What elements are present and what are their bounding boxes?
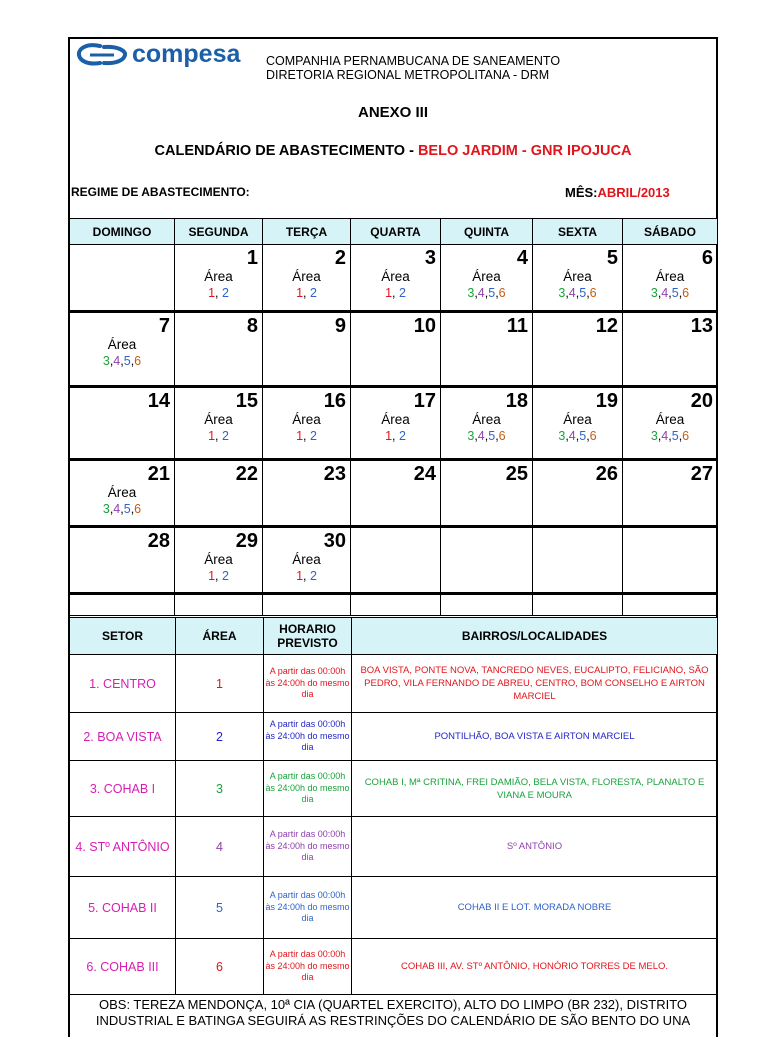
calendar-day-cell	[175, 245, 263, 312]
area-codes: 1, 2	[385, 429, 406, 443]
sector-schedule: A partir das 00:00h às 24:00h do mesmo dia	[264, 877, 352, 939]
sector-row	[70, 761, 718, 817]
area-codes: 3,4,5,6	[650, 286, 690, 300]
area-label: Área	[655, 269, 685, 284]
area-codes: 3,4,5,6	[467, 429, 506, 443]
weekday-header: QUARTA	[351, 219, 441, 245]
sector-name: 2. BOA VISTA	[70, 713, 176, 761]
sector-area: 6	[176, 939, 264, 995]
day-number: 29	[235, 530, 258, 552]
calendar-day-cell	[623, 312, 718, 387]
day-number: 21	[147, 463, 170, 485]
sector-name: 5. COHAB II	[70, 877, 176, 939]
weekday-header: QUINTA	[441, 219, 533, 245]
calendar-day-cell	[533, 527, 623, 594]
area-label: Área	[381, 412, 410, 427]
spacer-cell	[70, 594, 175, 616]
calendar-day-cell	[351, 387, 441, 460]
calendar-week-row	[70, 527, 718, 594]
sector-row	[70, 817, 718, 877]
calendar-day-cell	[263, 387, 351, 460]
weekday-header: SEXTA	[533, 219, 623, 245]
calendar-day-cell	[533, 460, 623, 527]
day-number	[623, 528, 717, 530]
calendar-day-cell	[175, 460, 263, 527]
area-label: Área	[472, 269, 501, 284]
org-division: DIRETORIA REGIONAL METROPOLITANA - DRM	[266, 68, 550, 82]
calendar-day-cell	[623, 387, 718, 460]
day-number: 6	[701, 247, 713, 269]
spacer-cell	[263, 594, 351, 616]
weekday-header: DOMINGO	[70, 219, 175, 245]
calendar-spacer-row	[70, 594, 718, 616]
sector-schedule: A partir das 00:00h às 24:00h do mesmo dia	[264, 655, 352, 713]
spacer-cell	[351, 594, 441, 616]
area-label: Área	[107, 485, 137, 500]
sector-header-row	[70, 618, 718, 655]
area-label: Área	[563, 412, 592, 427]
regime-label: REGIME DE ABASTECIMENTO:	[71, 185, 250, 199]
org-name: COMPANHIA PERNAMBUCANA DE SANEAMENTO	[266, 54, 561, 68]
month-field	[565, 185, 670, 200]
compesa-swirl-icon	[76, 43, 128, 67]
calendar-day-cell	[441, 527, 533, 594]
calendar-day-cell	[351, 312, 441, 387]
calendar-day-cell	[70, 460, 175, 527]
calendar-day-cell	[70, 312, 175, 387]
sector-row	[70, 713, 718, 761]
day-number: 27	[690, 463, 713, 485]
area-label: Área	[292, 412, 321, 427]
day-number: 20	[690, 390, 713, 412]
calendar-day-cell	[441, 387, 533, 460]
calendar-day-cell	[351, 460, 441, 527]
month-value: ABRIL/2013	[597, 185, 670, 200]
sector-neighborhoods: COHAB I, Mª CRITINA, FREI DAMIÃO, BELA VISTA, FLORESTA, PLANALTO E VIANA E MOURA	[352, 761, 718, 817]
area-label: Área	[204, 269, 233, 284]
area-codes: 1, 2	[296, 429, 317, 443]
calendar-week-row	[70, 460, 718, 527]
area-label: Área	[472, 412, 501, 427]
day-number: 24	[413, 463, 436, 485]
calendar-body	[70, 245, 718, 616]
sector-area: 1	[176, 655, 264, 713]
spacer-cell	[623, 594, 718, 616]
calendar-week-row	[70, 245, 718, 312]
day-number: 1	[246, 247, 258, 269]
sector-neighborhoods: COHAB II E LOT. MORADA NOBRE	[352, 877, 718, 939]
day-number: 16	[323, 390, 346, 412]
area-label: Área	[204, 552, 233, 567]
observation-line-2: INDUSTRIAL E BATINGA SEGUIRÁ AS RESTRINÇÕES DO CALENDÁRIO DE SÃO BENTO DO UNA	[95, 1013, 691, 1028]
sector-row	[70, 877, 718, 939]
annex-title: ANEXO III	[357, 104, 428, 121]
day-number: 30	[323, 530, 346, 552]
area-codes: 1, 2	[208, 286, 229, 300]
observation-note	[70, 997, 716, 1029]
weekday-header: SÁBADO	[623, 219, 718, 245]
calendar-day-cell	[623, 460, 718, 527]
area-label: Área	[204, 412, 233, 427]
sector-header-horario: HORARIO PREVISTO	[264, 618, 352, 655]
sector-header-bairros: BAIRROS/LOCALIDADES	[352, 618, 718, 655]
weekday-header: TERÇA	[263, 219, 351, 245]
area-codes: 3,4,5,6	[467, 286, 506, 300]
calendar-day-cell	[175, 527, 263, 594]
spacer-cell	[441, 594, 533, 616]
sector-area: 5	[176, 877, 264, 939]
day-number: 9	[334, 315, 346, 337]
sector-schedule: A partir das 00:00h às 24:00h do mesmo dia	[264, 761, 352, 817]
area-label: Área	[655, 412, 685, 427]
calendar-day-cell	[533, 245, 623, 312]
calendar-table	[69, 218, 718, 616]
area-codes: 1, 2	[208, 569, 229, 583]
day-number: 15	[235, 390, 258, 412]
area-codes: 1, 2	[296, 286, 317, 300]
compesa-logo	[76, 40, 240, 69]
sector-neighborhoods: PONTILHÃO, BOA VISTA E AIRTON MARCIEL	[352, 713, 718, 761]
day-number: 28	[147, 530, 170, 552]
area-label: Área	[292, 552, 321, 567]
calendar-day-cell	[70, 245, 175, 312]
day-number	[441, 528, 532, 530]
day-number: 8	[246, 315, 258, 337]
logo-wordmark: compesa	[132, 40, 241, 68]
calendar-title-place: BELO JARDIM - GNR IPOJUCA	[417, 143, 632, 159]
sector-row	[70, 655, 718, 713]
day-number: 4	[516, 247, 528, 269]
sector-name: 1. CENTRO	[70, 655, 176, 713]
area-label: Área	[292, 269, 321, 284]
calendar-week-row	[70, 312, 718, 387]
sector-neighborhoods: BOA VISTA, PONTE NOVA, TANCREDO NEVES, EUCALIPTO, FELICIANO, SÃO PEDRO, VILA FERNANDO DE ABREU, CENTRO, BOM CONSELHO E AIRTON MARCIEL	[352, 655, 718, 713]
day-number: 7	[158, 315, 170, 337]
area-codes: 3,4,5,6	[650, 429, 690, 443]
sector-row	[70, 939, 718, 995]
day-number: 19	[595, 390, 618, 412]
day-number: 3	[424, 247, 436, 269]
calendar-day-cell	[263, 460, 351, 527]
calendar-day-cell	[70, 387, 175, 460]
area-codes: 3,4,5,6	[102, 354, 142, 368]
sector-header-setor: SETOR	[70, 618, 176, 655]
area-codes: 3,4,5,6	[102, 502, 142, 516]
area-label: Área	[381, 269, 410, 284]
area-codes: 3,4,5,6	[558, 429, 597, 443]
area-codes: 1, 2	[385, 286, 406, 300]
sector-header-area: ÁREA	[176, 618, 264, 655]
sector-name: 3. COHAB I	[70, 761, 176, 817]
sector-name: 4. STº ANTÔNIO	[70, 817, 176, 877]
day-number	[351, 528, 440, 530]
day-number: 26	[595, 463, 618, 485]
area-label: Área	[563, 269, 592, 284]
day-number: 17	[413, 390, 436, 412]
day-number: 11	[506, 315, 528, 337]
calendar-day-cell	[175, 387, 263, 460]
calendar-title	[70, 143, 716, 159]
weekday-header-row	[70, 219, 718, 245]
day-number: 12	[595, 315, 618, 337]
calendar-day-cell	[263, 312, 351, 387]
calendar-title-prefix: CALENDÁRIO DE ABASTECIMENTO -	[154, 143, 418, 159]
calendar-day-cell	[623, 245, 718, 312]
calendar-day-cell	[351, 527, 441, 594]
area-codes: 3,4,5,6	[558, 286, 597, 300]
month-label: MÊS:	[565, 185, 598, 200]
area-codes: 1, 2	[208, 429, 229, 443]
day-number: 13	[690, 315, 713, 337]
area-label: Área	[107, 337, 137, 352]
sector-name: 6. COHAB III	[70, 939, 176, 995]
calendar-day-cell	[175, 312, 263, 387]
day-number: 14	[147, 390, 170, 412]
calendar-day-cell	[533, 312, 623, 387]
day-number	[533, 528, 622, 530]
sector-schedule: A partir das 00:00h às 24:00h do mesmo dia	[264, 713, 352, 761]
calendar-day-cell	[263, 245, 351, 312]
sector-area: 4	[176, 817, 264, 877]
day-number: 5	[606, 247, 618, 269]
day-number: 22	[235, 463, 258, 485]
calendar-day-cell	[441, 312, 533, 387]
sector-area: 2	[176, 713, 264, 761]
spacer-cell	[175, 594, 263, 616]
sector-neighborhoods: Sº ANTÔNIO	[352, 817, 718, 877]
sector-body	[70, 655, 718, 995]
calendar-day-cell	[441, 245, 533, 312]
sector-schedule: A partir das 00:00h às 24:00h do mesmo dia	[264, 939, 352, 995]
sector-area: 3	[176, 761, 264, 817]
spacer-cell	[533, 594, 623, 616]
day-number: 23	[323, 463, 346, 485]
day-number: 18	[505, 390, 528, 412]
sector-schedule: A partir das 00:00h às 24:00h do mesmo dia	[264, 817, 352, 877]
calendar-day-cell	[441, 460, 533, 527]
calendar-day-cell	[533, 387, 623, 460]
day-number: 25	[505, 463, 528, 485]
sector-table	[69, 617, 718, 995]
weekday-header: SEGUNDA	[175, 219, 263, 245]
calendar-week-row	[70, 387, 718, 460]
observation-line-1: OBS: TEREZA MENDONÇA, 10ª CIA (QUARTEL EXERCITO), ALTO DO LIMPO (BR 232), DISTRITO	[98, 997, 688, 1012]
day-number: 2	[334, 247, 346, 269]
area-codes: 1, 2	[296, 569, 317, 583]
calendar-day-cell	[351, 245, 441, 312]
day-number	[70, 245, 174, 247]
day-number: 10	[413, 315, 436, 337]
sector-neighborhoods: COHAB III, AV. STº ANTÔNIO, HONÓRIO TORRES DE MELO.	[352, 939, 718, 995]
calendar-day-cell	[70, 527, 175, 594]
calendar-day-cell	[263, 527, 351, 594]
calendar-day-cell	[623, 527, 718, 594]
